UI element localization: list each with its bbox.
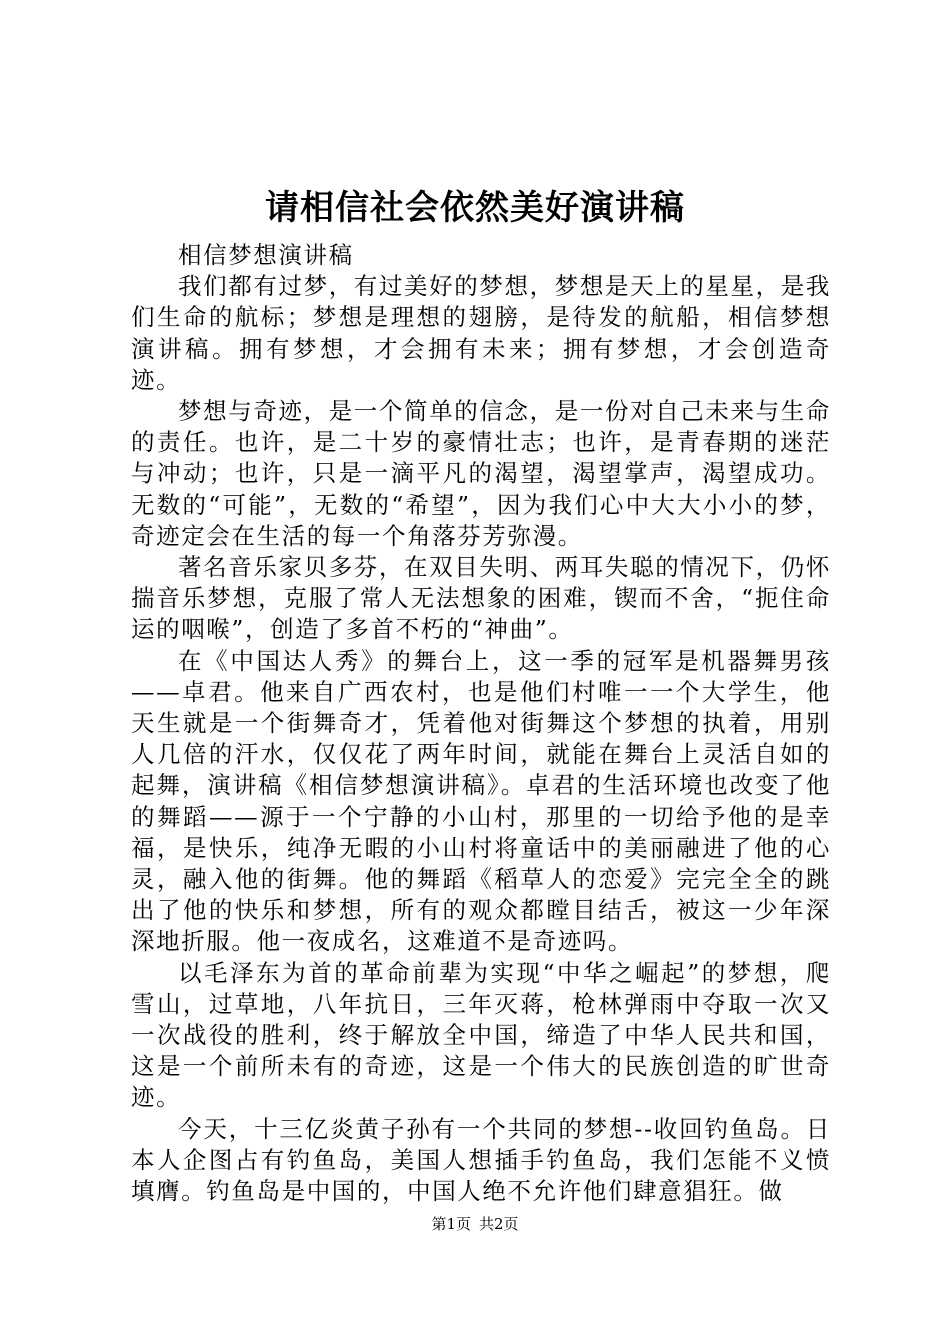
paragraph: 著名音乐家贝多芬，在双目失明、两耳失聪的情况下，仍怀揣音乐梦想，克服了常人无法想象的困难，锲而不舍，“扼住命运的咽喉”，创造了多首不朽的“神曲”。	[131, 553, 831, 644]
paragraph: 今天，十三亿炎黄子孙有一个共同的梦想--收回钓鱼岛。日本人企图占有钓鱼岛，美国人想插手钓鱼岛，我们怎能不义愤填膺。钓鱼岛是中国的，中国人绝不允许他们肆意猖狂。做	[131, 1114, 831, 1206]
paragraph-subtitle: 相信梦想演讲稿	[178, 241, 354, 269]
paragraph: 以毛泽东为首的革命前辈为实现“中华之崛起”的梦想，爬雪山，过草地，八年抗日，三年灭蒋，枪林弹雨中夺取一次又一次战役的胜利，终于解放全中国，缔造了中华人民共和国，这是一个前所未有的奇迹，这是一个伟大的民族创造的旷世奇迹。	[131, 958, 831, 1112]
document-body	[131, 240, 831, 1207]
paragraph: 在《中国达人秀》的舞台上，这一季的冠军是机器舞男孩——卓君。他来自广西农村，也是他们村唯一一个大学生，他天生就是一个街舞奇才，凭着他对街舞这个梦想的执着，用别人几倍的汗水，仅仅花了两年时间，就能在舞台上灵活自如的起舞，演讲稿《相信梦想演讲稿》。卓君的生活环境也改变了他的舞蹈——源于一个宁静的小山村，那里的一切给予他的是幸福，是快乐，纯净无暇的小山村将童话中的美丽融进了他的心灵，融入他的街舞。他的舞蹈《稻草人的恋爱》完完全全的跳出了他的快乐和梦想，所有的观众都瞠目结舌，被这一少年深深地折服。他一夜成名，这难道不是奇迹吗。	[131, 646, 831, 956]
page-footer	[0, 1214, 950, 1234]
paragraph: 我们都有过梦，有过美好的梦想，梦想是天上的星星，是我们生命的航标；梦想是理想的翅膀，是待发的航船，相信梦想演讲稿。拥有梦想，才会拥有未来；拥有梦想，才会创造奇迹。	[131, 272, 831, 394]
paragraph: 梦想与奇迹，是一个简单的信念，是一份对自己未来与生命的责任。也许，是二十岁的豪情壮志；也许，是青春期的迷茫与冲动；也许，只是一滴平凡的渴望，渴望掌声，渴望成功。无数的“可能”，无数的“希望”，因为我们心中大大小小的梦，奇迹定会在生活的每一个角落芬芳弥漫。	[131, 397, 831, 550]
page-number-current: 第1页	[431, 1215, 471, 1233]
document-title: 请相信社会依然美好演讲稿	[265, 188, 685, 228]
page-number-total: 共2页	[479, 1215, 519, 1233]
